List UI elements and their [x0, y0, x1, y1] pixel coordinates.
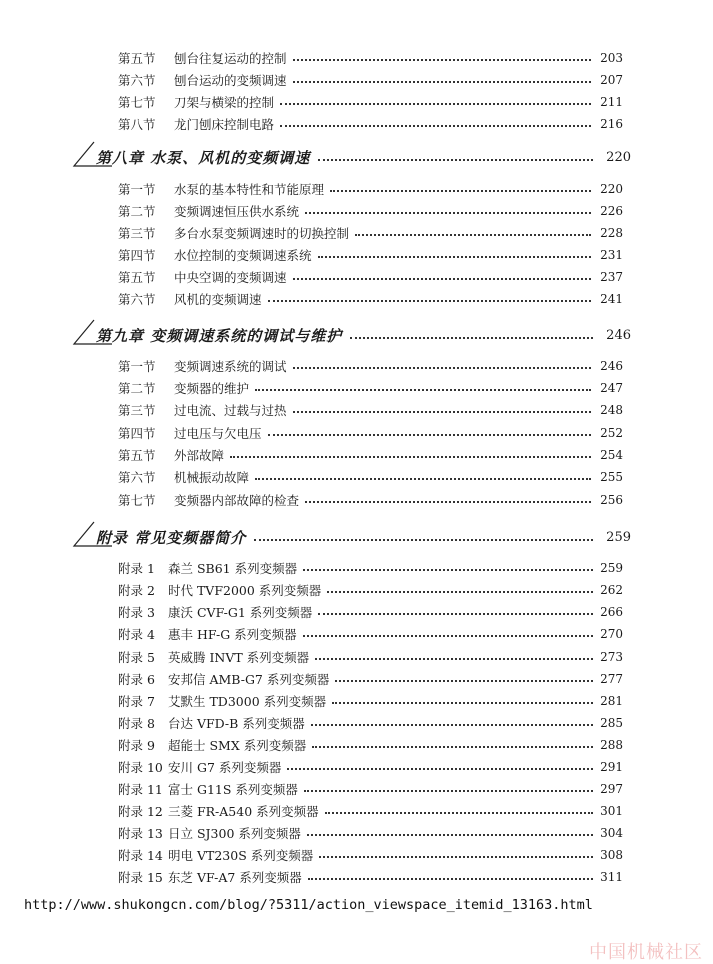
section-number: 第四节	[118, 426, 156, 441]
appendix-item-title: 森兰 SB61 系列变频器	[168, 561, 298, 576]
appendix-title: 附录 常见变频器简介	[96, 528, 247, 547]
appendix-item-title: 明电 VT230S 系列变频器	[168, 848, 314, 863]
toc-row[interactable]	[118, 245, 623, 265]
page-number: 216	[600, 117, 623, 131]
toc-row[interactable]	[118, 867, 623, 887]
appendix-item-title: 惠丰 HF-G 系列变频器	[168, 627, 297, 642]
section-number: 第一节	[118, 182, 156, 197]
dot-leader	[287, 768, 593, 770]
appendix-item-title: 安邦信 AMB-G7 系列变频器	[168, 672, 330, 687]
appendix-number: 附录 13	[118, 826, 163, 841]
section-number: 第一节	[118, 359, 156, 374]
toc-row[interactable]	[118, 845, 623, 865]
section-title: 变频器的维护	[174, 381, 250, 396]
toc-row[interactable]	[118, 92, 623, 112]
dot-leader	[303, 569, 593, 571]
toc-row[interactable]	[118, 423, 623, 443]
section-title: 过电压与欠电压	[174, 426, 262, 441]
page-number: 270	[600, 627, 623, 641]
appendix-item-title: 艾默生 TD3000 系列变频器	[168, 694, 327, 709]
dot-leader	[305, 501, 591, 503]
section-number: 第三节	[118, 226, 156, 241]
dot-leader	[305, 212, 591, 214]
chapter-mark-icon	[72, 520, 112, 550]
dot-leader	[293, 411, 591, 413]
toc-row[interactable]	[118, 558, 623, 578]
page-number: 226	[600, 204, 623, 218]
page-number: 237	[600, 270, 623, 284]
page-number: 277	[600, 672, 623, 686]
page-number: 281	[600, 694, 623, 708]
dot-leader	[327, 591, 593, 593]
dot-leader	[268, 300, 591, 302]
dot-leader	[318, 159, 593, 161]
appendix-heading[interactable]	[72, 524, 631, 550]
page-number: 301	[600, 804, 623, 818]
section-number: 第五节	[118, 270, 156, 285]
chapter-heading[interactable]	[72, 322, 631, 348]
dot-leader	[280, 125, 591, 127]
appendix-item-title: 台达 VFD-B 系列变频器	[168, 716, 305, 731]
appendix-number: 附录 3	[118, 605, 155, 620]
page-number: 288	[600, 738, 623, 752]
page-number: 256	[600, 493, 623, 507]
toc-row[interactable]	[118, 467, 623, 487]
toc-row[interactable]	[118, 400, 623, 420]
dot-leader	[319, 856, 593, 858]
page-number: 259	[606, 529, 631, 545]
page-number: 291	[600, 760, 623, 774]
toc-row[interactable]	[118, 757, 623, 777]
dot-leader	[330, 190, 591, 192]
dot-leader	[293, 367, 591, 369]
appendix-number: 附录 7	[118, 694, 155, 709]
appendix-number: 附录 2	[118, 583, 155, 598]
section-title: 中央空调的变频调速	[174, 270, 287, 285]
appendix-number: 附录 1	[118, 561, 155, 576]
toc-row[interactable]	[118, 48, 623, 68]
dot-leader	[318, 256, 591, 258]
appendix-number: 附录 12	[118, 804, 163, 819]
appendix-number: 附录 5	[118, 650, 155, 665]
toc-row[interactable]	[118, 179, 623, 199]
section-title: 变频器内部故障的检查	[174, 493, 300, 508]
toc-row[interactable]	[118, 490, 623, 510]
dot-leader	[293, 59, 591, 61]
toc-row[interactable]	[118, 669, 623, 689]
page-number: 220	[606, 149, 631, 165]
page-number: 228	[600, 226, 623, 240]
page-number: 248	[600, 403, 623, 417]
toc-row[interactable]	[118, 801, 623, 821]
dot-leader	[315, 658, 593, 660]
toc-row[interactable]	[118, 70, 623, 90]
page-number: 241	[600, 292, 623, 306]
appendix-number: 附录 8	[118, 716, 155, 731]
page-number: 203	[600, 51, 623, 65]
dot-leader	[325, 812, 593, 814]
toc-row[interactable]	[118, 823, 623, 843]
dot-leader	[268, 434, 591, 436]
appendix-item-title: 超能士 SMX 系列变频器	[168, 738, 307, 753]
section-number: 第四节	[118, 248, 156, 263]
page-number: 246	[600, 359, 623, 373]
dot-leader	[318, 613, 593, 615]
dot-leader	[254, 539, 593, 541]
toc-row[interactable]	[118, 624, 623, 644]
dot-leader	[280, 103, 591, 105]
page-number: 259	[600, 561, 623, 575]
section-number: 第二节	[118, 204, 156, 219]
section-title: 外部故障	[174, 448, 225, 463]
page-number: 252	[600, 426, 623, 440]
dot-leader	[311, 724, 593, 726]
section-title: 刨台运动的变频调速	[174, 73, 287, 88]
section-title: 龙门刨床控制电路	[174, 117, 275, 132]
dot-leader	[255, 389, 591, 391]
page-number: 297	[600, 782, 623, 796]
page-number: 247	[600, 381, 623, 395]
appendix-item-title: 三菱 FR-A540 系列变频器	[168, 804, 319, 819]
page-number: 254	[600, 448, 623, 462]
page-number: 311	[600, 870, 623, 884]
appendix-number: 附录 11	[118, 782, 163, 797]
page-number: 220	[600, 182, 623, 196]
dot-leader	[312, 746, 593, 748]
section-number: 第八节	[118, 117, 156, 132]
chapter-mark-icon	[72, 140, 112, 170]
toc-row[interactable]	[118, 602, 623, 622]
section-number: 第二节	[118, 381, 156, 396]
toc-row[interactable]	[118, 445, 623, 465]
chapter-heading[interactable]	[72, 144, 631, 170]
section-title: 变频调速系统的调试	[174, 359, 287, 374]
section-title: 风机的变频调速	[174, 292, 262, 307]
section-number: 第六节	[118, 73, 156, 88]
dot-leader	[307, 834, 593, 836]
toc-row[interactable]	[118, 580, 623, 600]
dot-leader	[332, 702, 593, 704]
toc-row[interactable]	[118, 289, 623, 309]
appendix-item-title: 富士 G11S 系列变频器	[168, 782, 298, 797]
watermark: 中国机械社区	[589, 942, 703, 963]
section-number: 第五节	[118, 51, 156, 66]
toc-row[interactable]	[118, 735, 623, 755]
appendix-number: 附录 4	[118, 627, 155, 642]
appendix-item-title: 东芝 VF-A7 系列变频器	[168, 870, 302, 885]
section-title: 水位控制的变频调速系统	[174, 248, 312, 263]
dot-leader	[350, 337, 593, 339]
section-number: 第七节	[118, 493, 156, 508]
page-number: 211	[600, 95, 623, 109]
section-title: 刀架与横梁的控制	[174, 95, 275, 110]
toc-row[interactable]	[118, 223, 623, 243]
dot-leader	[303, 635, 593, 637]
section-title: 水泵的基本特性和节能原理	[174, 182, 325, 197]
appendix-number: 附录 15	[118, 870, 163, 885]
page-number: 255	[600, 470, 623, 484]
page-number: 273	[600, 650, 623, 664]
appendix-number: 附录 10	[118, 760, 163, 775]
section-number: 第五节	[118, 448, 156, 463]
dot-leader	[255, 478, 591, 480]
appendix-number: 附录 14	[118, 848, 163, 863]
appendix-item-title: 英威腾 INVT 系列变频器	[168, 650, 310, 665]
appendix-item-title: 康沃 CVF-G1 系列变频器	[168, 605, 313, 620]
toc-row[interactable]	[118, 356, 623, 376]
dot-leader	[355, 234, 591, 236]
dot-leader	[230, 456, 591, 458]
dot-leader	[293, 278, 591, 280]
appendix-item-title: 时代 TVF2000 系列变频器	[168, 583, 322, 598]
section-title: 过电流、过载与过热	[174, 403, 287, 418]
page-number: 285	[600, 716, 623, 730]
appendix-item-title: 安川 G7 系列变频器	[168, 760, 282, 775]
page-number: 262	[600, 583, 623, 597]
toc-row[interactable]	[118, 201, 623, 221]
section-number: 第七节	[118, 95, 156, 110]
toc-row[interactable]	[118, 378, 623, 398]
page-number: 246	[606, 327, 631, 343]
chapter-mark-icon	[72, 318, 112, 348]
toc-row[interactable]	[118, 691, 623, 711]
section-title: 多台水泵变频调速时的切换控制	[174, 226, 350, 241]
toc-row[interactable]	[118, 267, 623, 287]
section-number: 第三节	[118, 403, 156, 418]
page-number: 207	[600, 73, 623, 87]
dot-leader	[304, 790, 593, 792]
toc-row[interactable]	[118, 114, 623, 134]
section-title: 机械振动故障	[174, 470, 250, 485]
section-title: 刨台往复运动的控制	[174, 51, 287, 66]
toc-row[interactable]	[118, 779, 623, 799]
toc-row[interactable]	[118, 713, 623, 733]
dot-leader	[293, 81, 591, 83]
dot-leader	[335, 680, 593, 682]
chapter-title: 第九章 变频调速系统的调试与维护	[96, 326, 343, 345]
appendix-number: 附录 6	[118, 672, 155, 687]
page-number: 266	[600, 605, 623, 619]
appendix-number: 附录 9	[118, 738, 155, 753]
dot-leader	[308, 878, 593, 880]
toc-row[interactable]	[118, 647, 623, 667]
source-url-link[interactable]: http://www.shukongcn.com/blog/?5311/action_viewspace_itemid_13163.html	[24, 897, 593, 913]
page-number: 308	[600, 848, 623, 862]
appendix-item-title: 日立 SJ300 系列变频器	[168, 826, 301, 841]
section-number: 第六节	[118, 470, 156, 485]
section-number: 第六节	[118, 292, 156, 307]
chapter-title: 第八章 水泵、风机的变频调速	[96, 148, 311, 167]
page-number: 304	[600, 826, 623, 840]
page-number: 231	[600, 248, 623, 262]
section-title: 变频调速恒压供水系统	[174, 204, 300, 219]
